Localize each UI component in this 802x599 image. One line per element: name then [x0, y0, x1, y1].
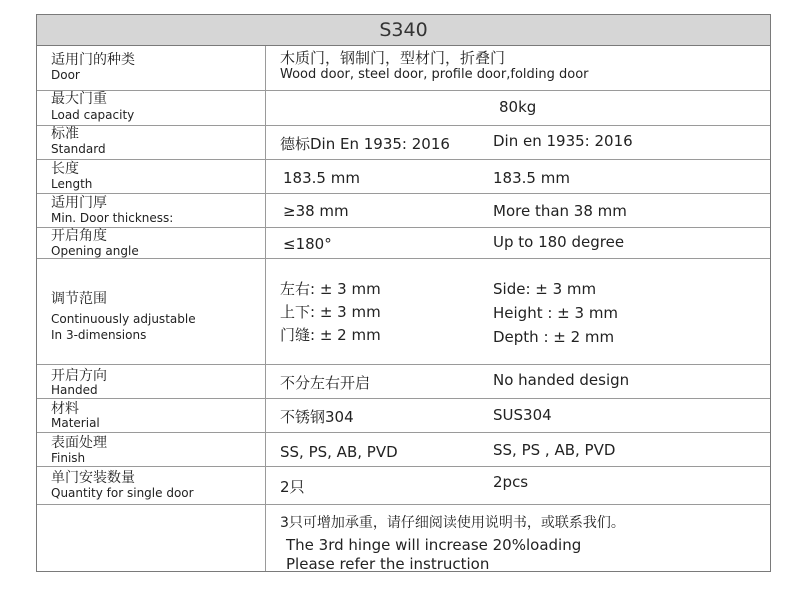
label-en: Finish: [51, 451, 86, 465]
value-en: Wood door, steel door, profile door,folding door: [280, 67, 589, 82]
label-zh: 材料: [51, 401, 79, 417]
label-en-line1: Continuously adjustable: [51, 312, 196, 326]
note-zh: 3只可增加承重，请仔细阅读使用说明书，或联系我们。: [280, 515, 625, 531]
label-zh: 调节范围: [51, 291, 107, 307]
value-en: No handed design: [493, 371, 630, 389]
label-en: Door: [51, 68, 80, 82]
value-en-height: Height : ± 3 mm: [493, 304, 619, 322]
row-quantity: [37, 467, 770, 505]
label-cell: [37, 91, 266, 125]
row-handed: [37, 365, 770, 399]
row-finish: [37, 433, 770, 467]
value-zh-depth: 门缝: ± 2 mm: [280, 326, 381, 344]
label-cell: [37, 160, 266, 193]
label-zh: 标准: [51, 126, 79, 142]
label-en-line2: In 3-dimensions: [51, 328, 147, 342]
value-en: Din en 1935: 2016: [493, 132, 633, 150]
note-en-line1: The 3rd hinge will increase 20%loading: [286, 536, 582, 554]
row-opening-angle: [37, 228, 770, 259]
label-zh: 最大门重: [51, 91, 107, 107]
label-en: Standard: [51, 142, 106, 156]
label-zh: 表面处理: [51, 435, 107, 451]
label-zh: 适用门的种类: [51, 52, 135, 68]
value-zh: SS, PS, AB, PVD: [280, 443, 398, 461]
row-adjustment: [37, 259, 770, 365]
label-cell: [37, 365, 266, 398]
row-door-thickness: [37, 194, 770, 228]
value-zh: 不锈钢304: [280, 408, 354, 426]
value-zh: 2只: [280, 478, 305, 496]
value-en: 183.5 mm: [493, 169, 570, 187]
label-en: Material: [51, 416, 100, 430]
label-en: Load capacity: [51, 108, 135, 122]
row-length: [37, 160, 770, 194]
table-title: S340: [37, 15, 770, 46]
label-en: Opening angle: [51, 244, 139, 258]
value-en-side: Side: ± 3 mm: [493, 280, 597, 298]
value-en: SUS304: [493, 406, 552, 424]
value-zh: ≥38 mm: [283, 202, 349, 220]
value-en-depth: Depth : ± 2 mm: [493, 328, 615, 346]
value-zh: ≤180°: [283, 235, 332, 253]
label-en: Handed: [51, 383, 98, 397]
row-door: [37, 46, 770, 91]
value-zh: 德标Din En 1935: 2016: [280, 135, 450, 153]
label-en: Quantity for single door: [51, 486, 194, 500]
label-en: Length: [51, 177, 93, 191]
label-cell: [37, 228, 266, 258]
label-zh: 适用门厚: [51, 195, 107, 211]
label-zh: 长度: [51, 161, 79, 177]
note-en-line2: Please refer the instruction: [286, 555, 490, 573]
label-zh: 开启方向: [51, 368, 107, 384]
row-material: [37, 399, 770, 433]
value-zh-side: 左右: ± 3 mm: [280, 280, 381, 298]
label-zh: 单门安装数量: [51, 470, 135, 486]
value-en: 2pcs: [493, 473, 529, 491]
label-cell: [37, 399, 266, 432]
value-en: SS, PS , AB, PVD: [493, 441, 616, 459]
label-cell: [37, 126, 266, 159]
value-zh-height: 上下: ± 3 mm: [280, 303, 381, 321]
label-cell: [37, 433, 266, 466]
label-cell: [37, 259, 266, 364]
label-cell: [37, 46, 266, 90]
value-zh: 木质门，钢制门，型材门，折叠门: [280, 49, 506, 67]
label-cell: [37, 467, 266, 504]
value-zh: 不分左右开启: [280, 374, 371, 392]
label-en: Min. Door thickness:: [51, 211, 174, 225]
label-zh: 开启角度: [51, 228, 107, 244]
value: 80kg: [499, 98, 537, 116]
row-standard: [37, 126, 770, 160]
label-cell: [37, 194, 266, 227]
value-zh: 183.5 mm: [283, 169, 360, 187]
row-note: [37, 505, 770, 571]
value-en: Up to 180 degree: [493, 233, 625, 251]
row-load-capacity: [37, 91, 770, 126]
value-en: More than 38 mm: [493, 202, 627, 220]
spec-table: [36, 14, 771, 572]
label-cell-empty: [37, 505, 266, 571]
